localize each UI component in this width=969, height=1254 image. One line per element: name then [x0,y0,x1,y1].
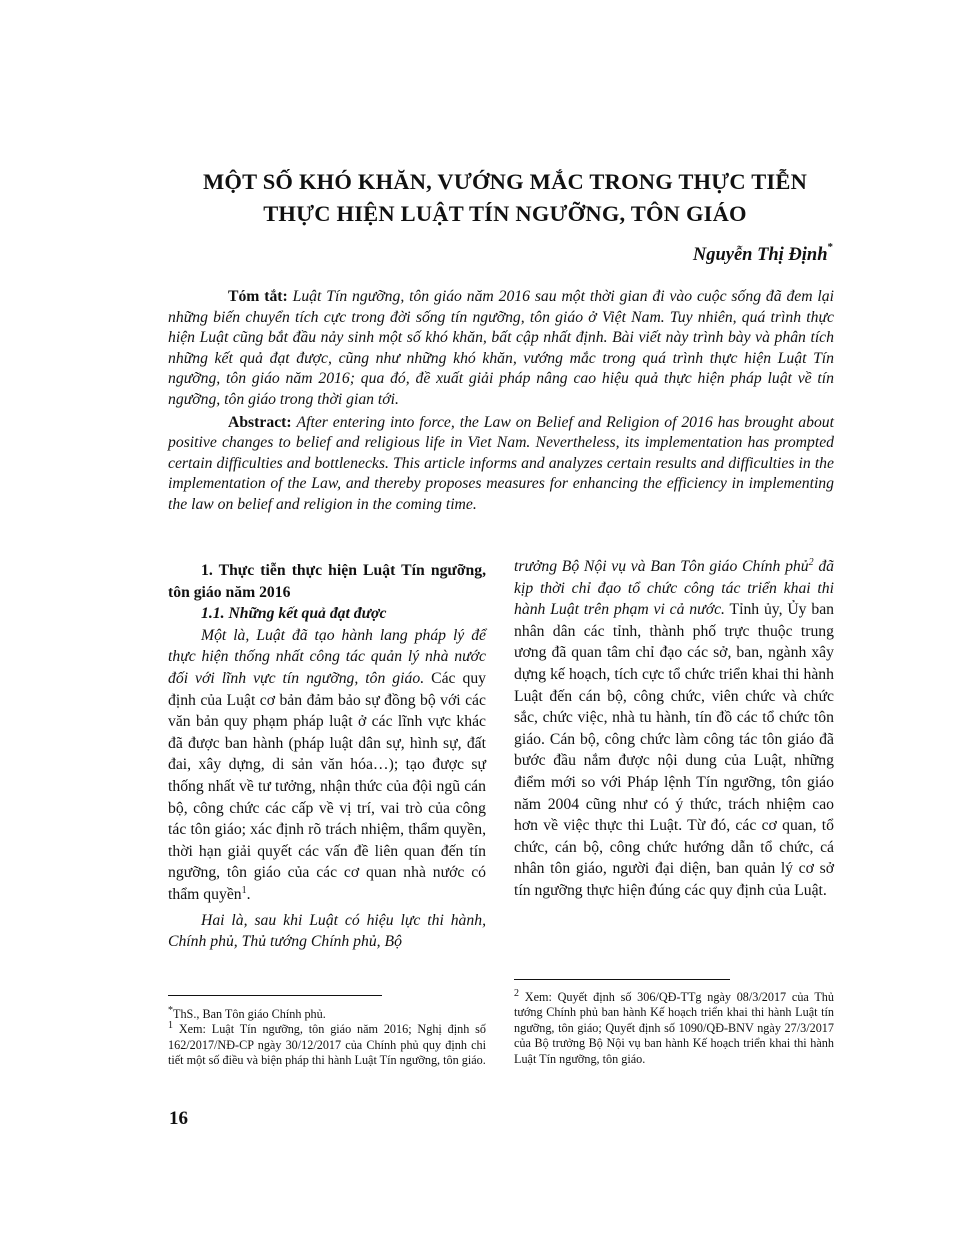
footnote-rule-right [514,979,730,980]
section-1-heading: 1. Thực tiễn thực hiện Luật Tín ngưỡng, tôn giáo năm 2016 [168,562,486,601]
author-byline [692,240,833,266]
body-column-left [168,560,486,953]
paragraph-continued-lead-a: trưởng Bộ Nội vụ và Ban Tôn giáo Chính phủ [514,558,809,575]
body-column-right [514,556,834,902]
footnote-1-mark: 1 [168,1020,173,1032]
abstract-en-text: After entering into force, the Law on Belief and Religion of 2016 has brought about positive changes to belief and religious life in Viet Nam. Nevertheless, its implementation has prompted certain difficulties and bottlenecks. This article informs and analyzes certain results and difficulties in the implementation of the Law, and thereby proposes measures for enhancing the efficiency in implementing the law on belief and religion in the coming time. [168,413,835,513]
section-1-1-heading: 1.1. Những kết quả đạt được [201,605,387,623]
title-line-1: MỘT SỐ KHÓ KHĂN, VƯỚNG MẮC TRONG THỰC TIỄN [202,169,808,194]
page-number: 16 [169,1108,188,1129]
footnote-ref-2: 2 [808,556,814,568]
abstract-english [168,413,834,516]
abstract-vi-text: Luật Tín ngưỡng, tôn giáo năm 2016 sau một thời gian đi vào cuộc sống đã đem lại những biến chuyển tích cực trong đời sống tín ngưỡng, tôn giáo ở Việt Nam. Tuy nhiên, quá trình thực hiện Luật cũng bắt đầu nảy sinh một số khó khăn, bất cập nhất định. Bài viết này trình bày và phân tích những kết quả đạt được, cũng như những khó khăn, vướng mắc trong quá trình thực hiện Luật Tín ngưỡng, tôn giáo năm 2016; qua đó, đề xuất giải pháp nâng cao hiệu quả thực hiện pháp luật về tín ngưỡng, tôn giáo trong thời gian tới. [168,288,834,408]
footnotes-left [168,1004,486,1069]
paragraph-mot-la [168,625,486,906]
abstract-en-label: Abstract: [228,413,292,431]
author-footnote-mark: * [827,240,833,253]
abstract-block [168,287,834,516]
abstract-vietnamese [168,287,834,411]
abstract-vi-label: Tóm tắt: [228,288,288,305]
paragraph-mot-la-body: Các quy định của Luật cơ bản đảm bảo sự đồng bộ với các văn bản quy phạm pháp luật ở các lĩnh vực khác đã được ban hành (pháp luật dân sự, hình sự, đất đai, xây dựng, di sản văn hóa…); tạo được sự thống nhất về tư tưởng, nhận thức của đội ngũ cán bộ, công chức các cấp về vị trí, vai trò của công tác tôn giáo; xác định rõ trách nhiệm, thẩm quyền, thời hạn giải quyết các vấn đề liên quan đến tín ngưỡng, tôn giáo của các cơ quan nhà nước có thẩm quyền [168,669,487,903]
footnote-author [168,1004,486,1022]
paragraph-continued-body: Tỉnh ủy, Ủy ban nhân dân các tỉnh, thành phố trực thuộc trung ương đã quan tâm chỉ đạo các sở, ban, ngành xây dựng kế hoạch, tích cực tổ chức triển khai thi hành Luật đến cán bộ, công chức, viên chức và chức sắc, chức việc, nhà tu hành, tín đồ các tổ chức tôn giáo. Cán bộ, công chức làm công tác tôn giáo đã bước đầu nắm được nội dung của Luật, những điểm mới so với Pháp lệnh Tín ngưỡng, tôn giáo năm 2004 cũng như có ý thức, trách nhiệm cao hơn về việc thực thi Luật. Từ đó, các cơ quan, tổ chức, cán bộ, công chức hướng dẫn tổ chức, cá nhân tôn giáo, người đại diện, ban quản lý cơ sở tín ngưỡng thực hiện đúng các quy định của Luật. [514,601,834,899]
footnote-author-text: ThS., Ban Tôn giáo Chính phủ. [173,1007,326,1021]
paragraph-continued-lead-b: đã kịp thời chỉ đạo tổ chức công tác triển khai thi hành Luật trên phạm vi cả nước. [514,558,835,619]
footnote-1-text: Xem: Luật Tín ngưỡng, tôn giáo năm 2016; Nghị định số 162/2017/NĐ-CP ngày 30/12/2017 của Chính phủ quy định chi tiết một số điều và biện pháp thi hành Luật Tín ngưỡng, tôn giáo. [168,1022,486,1068]
footnote-2 [514,987,834,1067]
footnote-2-text: Xem: Quyết định số 306/QĐ-TTg ngày 08/3/2017 của Thủ tướng Chính phủ ban hành Kế hoạch triển khai thi hành Luật tín ngưỡng, tôn giáo; Quyết định số 1090/QĐ-BNV ngày 27/3/2017 của Bộ trưởng Bộ Nội vụ ban hành Kế hoạch triển khai thi hành Luật Tín ngưỡng, tôn giáo. [514,990,834,1066]
paragraph-mot-la-lead: Một là, Luật đã tạo hành lang pháp lý để thực hiện thống nhất công tác quản lý nhà nước đối với lĩnh vực tín ngưỡng, tôn giáo. [168,626,486,687]
footnote-2-mark: 2 [514,987,519,999]
footnote-author-mark: * [168,1004,173,1016]
paragraph-mot-la-end: . [246,885,251,903]
paragraph-hai-la: Hai là, sau khi Luật có hiệu lực thi hành, Chính phủ, Thủ tướng Chính phủ, Bộ [168,911,486,951]
footnote-rule-left [168,995,382,996]
title-line-2: THỰC HIỆN LUẬT TÍN NGƯỠNG, TÔN GIÁO [263,201,747,226]
footnote-ref-1: 1 [241,884,247,896]
author-name: Nguyễn Thị Định [692,245,828,265]
article-title [120,166,890,230]
paragraph-continued [514,556,834,902]
footnote-1 [168,1022,486,1068]
footnotes-right [514,987,834,1067]
